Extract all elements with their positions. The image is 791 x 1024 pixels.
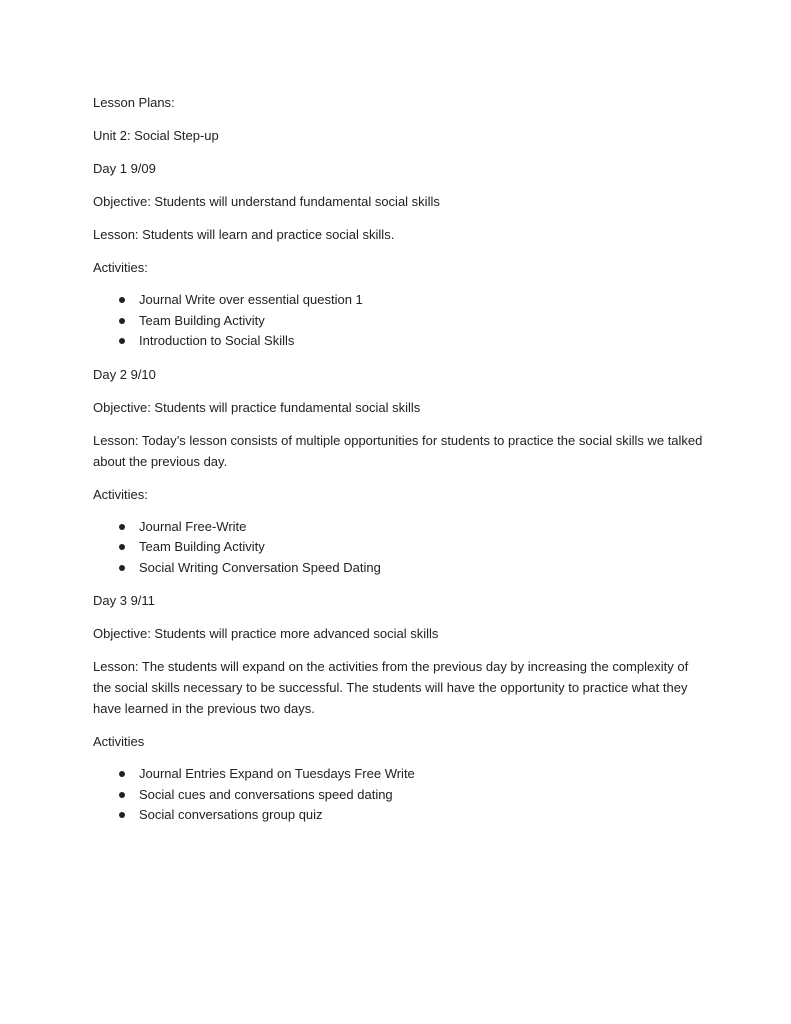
bullet-icon [119, 338, 125, 344]
document-body [93, 92, 703, 838]
activity-text: Journal Write over essential question 1 [139, 292, 363, 307]
day-3-objective: Objective: Students will practice more advanced social skills [93, 626, 439, 641]
activity-text: Social conversations group quiz [139, 807, 323, 822]
bullet-icon [119, 524, 125, 530]
unit-title: Unit 2: Social Step-up [93, 128, 219, 143]
day-3-activities-list [93, 764, 703, 826]
list-item [93, 785, 703, 806]
bullet-icon [119, 297, 125, 303]
activity-text: Introduction to Social Skills [139, 333, 295, 348]
day-1-lesson: Lesson: Students will learn and practice social skills. [93, 227, 395, 242]
activity-text: Social Writing Conversation Speed Dating [139, 559, 381, 575]
day-1-activities-label: Activities: [93, 260, 148, 275]
day-1-title: Day 1 9/09 [93, 161, 156, 176]
day-2-objective: Objective: Students will practice fundamental social skills [93, 399, 421, 415]
bullet-icon [119, 544, 125, 550]
day-2-activities-list [93, 517, 703, 579]
list-item [93, 537, 703, 558]
list-item [93, 764, 703, 785]
activity-text: Team Building Activity [139, 312, 265, 328]
day-2-activities-label: Activities: [93, 486, 148, 502]
list-item [93, 517, 703, 538]
list-item [93, 331, 703, 352]
day-3-title: Day 3 9/11 [93, 593, 155, 608]
activity-text: Journal Free-Write [139, 518, 247, 534]
day-1-activities-list [93, 290, 703, 352]
bullet-icon [119, 812, 125, 818]
activity-text: Social cues and conversations speed dating [139, 786, 393, 802]
bullet-icon [119, 565, 125, 571]
day-2-title: Day 2 9/10 [93, 366, 156, 382]
bullet-icon [119, 771, 125, 777]
activity-text: Journal Entries Expand on Tuesdays Free Write [139, 766, 415, 781]
list-item [93, 311, 703, 332]
bullet-icon [119, 792, 125, 798]
bullet-icon [119, 318, 125, 324]
day-3-lesson: Lesson: The students will expand on the activities from the previous day by increasing the complexity of the social skills necessary to be successful. The students will have the opportunity to practice what they have learned in the previous two days. [93, 659, 689, 716]
day-3-activities-label: Activities [93, 734, 145, 749]
day-1-objective: Objective: Students will understand fundamental social skills [93, 194, 440, 209]
list-item [93, 290, 703, 311]
activity-text: Team Building Activity [139, 539, 265, 554]
document-heading: Lesson Plans: [93, 95, 175, 110]
list-item [93, 805, 703, 826]
day-2-lesson: Lesson: Today’s lesson consists of multiple opportunities for students to practice the social skills we talked about the previous day. [93, 432, 703, 469]
list-item [93, 558, 703, 579]
